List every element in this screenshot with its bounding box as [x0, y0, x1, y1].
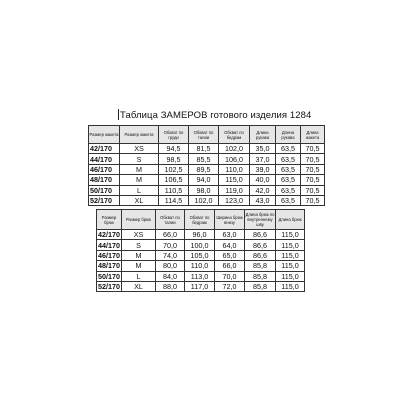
pants-value-cell: 100,0 — [185, 240, 215, 250]
pants-value-cell: 65,0 — [215, 250, 245, 260]
pants-size-cell: 48/170 — [98, 261, 120, 271]
pants-column-header: Размер брюк — [122, 210, 156, 230]
pants-value-cell: 96,0 — [185, 230, 215, 240]
pants-value-cell: 66,0 — [156, 230, 185, 240]
pants-value-cell: XS — [122, 230, 156, 240]
pants-value-cell: 70,0 — [215, 271, 245, 281]
jacket-value-cell: L — [120, 185, 159, 195]
jacket-value-cell: M — [120, 164, 159, 174]
jacket-size-cell: 42/170 — [89, 144, 120, 154]
pants-value-cell: 85,8 — [245, 281, 276, 291]
pants-value-cell: 117,0 — [185, 281, 215, 291]
jacket-value-cell: 70,5 — [301, 164, 325, 174]
text-cursor — [118, 109, 119, 120]
pants-value-cell: L — [122, 271, 156, 281]
pants-header-row — [97, 210, 305, 230]
jacket-value-cell: 106,0 — [219, 154, 250, 164]
pants-value-cell: 86,6 — [245, 240, 276, 250]
table-row — [89, 154, 325, 164]
jacket-column-header: Длина жакета — [301, 126, 325, 144]
pants-value-cell: 115,0 — [276, 240, 305, 250]
table-row — [97, 230, 305, 240]
jacket-value-cell: 106,5 — [159, 175, 189, 185]
pants-column-header: Длина брюк — [276, 210, 305, 230]
jacket-value-cell: 115,0 — [219, 175, 250, 185]
jacket-value-cell: 102,0 — [189, 195, 219, 205]
jacket-value-cell: 89,5 — [189, 164, 219, 174]
jacket-value-cell: 70,5 — [301, 185, 325, 195]
jacket-value-cell: S — [120, 154, 159, 164]
title-text: Таблица ЗАМЕРОВ готового изделия 1284 — [120, 110, 312, 121]
pants-value-cell: M — [122, 250, 156, 260]
pants-size-cell: 52/170 — [98, 282, 120, 292]
jacket-value-cell: 63,5 — [276, 164, 301, 174]
jacket-value-cell: 94,0 — [189, 175, 219, 185]
jacket-value-cell: 102,0 — [219, 144, 250, 154]
jacket-size-cell: 46/170 — [89, 164, 120, 174]
jacket-value-cell: 39,0 — [250, 164, 276, 174]
jacket-value-cell: 63,5 — [276, 154, 301, 164]
document-title — [118, 109, 311, 121]
jacket-value-cell: 98,0 — [189, 185, 219, 195]
table-row — [89, 195, 325, 205]
pants-column-header: Обхват по бедрам — [185, 210, 215, 230]
pants-column-header: Размер брюк — [97, 210, 122, 230]
jacket-column-header: Обхват по груди — [159, 126, 189, 144]
jacket-size-cell: 52/170 — [89, 195, 120, 205]
jacket-size-cell: 48/170 — [89, 175, 120, 185]
jacket-value-cell: 70,5 — [301, 195, 325, 205]
jacket-value-cell: 114,5 — [159, 195, 189, 205]
jacket-value-cell: 70,5 — [301, 154, 325, 164]
jacket-value-cell: 94,5 — [159, 144, 189, 154]
jacket-value-cell: 70,5 — [301, 144, 325, 154]
pants-size-cell: 50/170 — [98, 271, 120, 281]
pants-value-cell: 115,0 — [276, 250, 305, 260]
jacket-value-cell: 37,0 — [250, 154, 276, 164]
table-row — [97, 261, 305, 271]
jacket-column-header: Длина рукава — [250, 126, 276, 144]
pants-value-cell: 85,8 — [245, 271, 276, 281]
jacket-table-body — [89, 144, 325, 206]
jacket-value-cell: 35,0 — [250, 144, 276, 154]
pants-value-cell: 72,0 — [215, 281, 245, 291]
pants-value-cell: 105,0 — [185, 250, 215, 260]
pants-value-cell: 70,0 — [156, 240, 185, 250]
pants-size-cell: 42/170 — [98, 230, 120, 240]
pants-value-cell: S — [122, 240, 156, 250]
jacket-value-cell: 81,5 — [189, 144, 219, 154]
pants-table-body — [97, 230, 305, 292]
pants-value-cell: 63,0 — [215, 230, 245, 240]
pants-value-cell: 115,0 — [276, 230, 305, 240]
pants-value-cell: 86,6 — [245, 230, 276, 240]
table-row — [97, 250, 305, 260]
jacket-value-cell: 63,5 — [276, 144, 301, 154]
table-row — [89, 144, 325, 154]
pants-size-cell: 46/170 — [98, 250, 120, 260]
pants-value-cell: 115,0 — [276, 271, 305, 281]
jacket-column-header: Размер жакета — [120, 126, 159, 144]
jacket-value-cell: 70,5 — [301, 175, 325, 185]
pants-value-cell: 115,0 — [276, 281, 305, 291]
pants-value-cell: 115,0 — [276, 261, 305, 271]
pants-value-cell: M — [122, 261, 156, 271]
jacket-value-cell: M — [120, 175, 159, 185]
jacket-value-cell: 40,0 — [250, 175, 276, 185]
jacket-value-cell: 43,0 — [250, 195, 276, 205]
table-row — [97, 240, 305, 250]
pants-value-cell: 66,0 — [215, 261, 245, 271]
jacket-value-cell: 63,5 — [276, 175, 301, 185]
table-row — [89, 185, 325, 195]
jacket-value-cell: 119,0 — [219, 185, 250, 195]
pants-column-header: Ширина брюк внизу — [215, 210, 245, 230]
jacket-value-cell: 42,0 — [250, 185, 276, 195]
jacket-value-cell: XS — [120, 144, 159, 154]
jacket-value-cell: 63,5 — [276, 185, 301, 195]
pants-value-cell: 74,0 — [156, 250, 185, 260]
pants-value-cell: XL — [122, 281, 156, 291]
pants-table-header — [97, 210, 305, 230]
pants-value-cell: 113,0 — [185, 271, 215, 281]
pants-value-cell: 88,0 — [156, 281, 185, 291]
jacket-size-cell: 44/170 — [89, 154, 120, 164]
jacket-value-cell: 85,5 — [189, 154, 219, 164]
jacket-header-row — [89, 126, 325, 144]
jacket-value-cell: 102,5 — [159, 164, 189, 174]
jacket-value-cell: XL — [120, 195, 159, 205]
pants-value-cell: 86,6 — [245, 250, 276, 260]
jacket-table-header — [89, 126, 325, 144]
jacket-value-cell: 110,0 — [219, 164, 250, 174]
pants-value-cell: 110,0 — [185, 261, 215, 271]
pants-size-cell: 44/170 — [98, 240, 120, 250]
table-row — [97, 281, 305, 291]
jacket-value-cell: 110,5 — [159, 185, 189, 195]
pants-value-cell: 64,0 — [215, 240, 245, 250]
jacket-column-header: Размер жакета — [89, 126, 120, 144]
jacket-column-header: Длина рукава — [276, 126, 301, 144]
jacket-size-cell: 50/170 — [89, 185, 120, 195]
pants-value-cell: 80,0 — [156, 261, 185, 271]
pants-column-header: Обхват по талии — [156, 210, 185, 230]
jacket-value-cell: 98,5 — [159, 154, 189, 164]
pants-value-cell: 84,0 — [156, 271, 185, 281]
pants-measurements-table — [96, 209, 305, 292]
jacket-measurements-table — [88, 125, 325, 206]
table-row — [97, 271, 305, 281]
jacket-value-cell: 63,5 — [276, 195, 301, 205]
table-row — [89, 175, 325, 185]
jacket-value-cell: 123,0 — [219, 195, 250, 205]
pants-column-header: Длина брюк по внутреннему шву — [245, 210, 276, 230]
jacket-column-header: Обхват по талии — [189, 126, 219, 144]
jacket-column-header: Обхват по бедрам — [219, 126, 250, 144]
table-row — [89, 164, 325, 174]
pants-value-cell: 85,8 — [245, 261, 276, 271]
